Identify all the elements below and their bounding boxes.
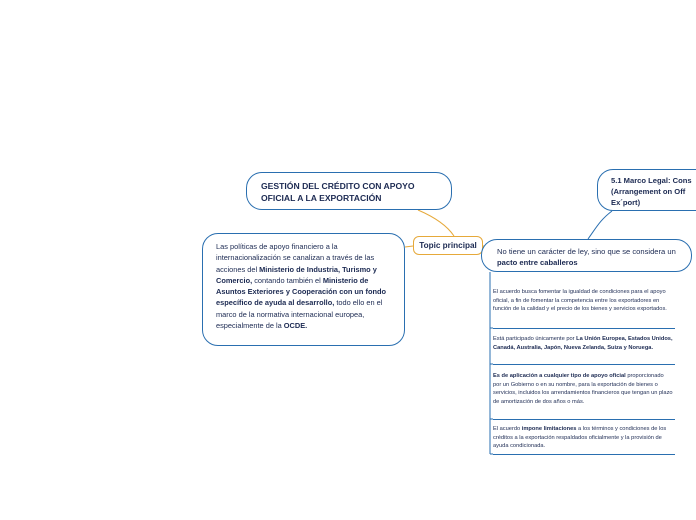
sub-node-scope[interactable] [493, 372, 673, 406]
policies-text [216, 242, 386, 330]
sub-node-underline [493, 419, 675, 420]
text-run: Está participado únicamente por [493, 336, 577, 342]
legal-framework-line: (Arrangement on Off [611, 187, 686, 196]
topic-principal-node[interactable] [413, 236, 483, 255]
bold-text-run: pacto entre caballeros [497, 258, 578, 267]
sub-node-text [493, 289, 667, 312]
central-title-node[interactable] [246, 172, 452, 210]
sub-node-underline [493, 328, 675, 329]
sub-node-objective[interactable] [493, 288, 673, 314]
text-run: El acuerdo busca fomentar la igualdad de condiciones para el apoyo oficial, a fin de fomentar la competencia entre los exportadores en función de la calidad y el precio de los bienes y servicios exportados. [493, 289, 667, 312]
bold-text-run: OCDE. [283, 321, 308, 331]
text-run: contando también el [252, 275, 323, 285]
bold-text-run: Ministerio de Industria, Turismo y Comercio, [216, 264, 377, 285]
connector-left-topic [405, 246, 413, 247]
bold-text-run: Es de aplicación a cualquier tipo de apoyo oficial [493, 373, 626, 379]
text-run: No tiene un carácter de ley, sino que se considera un [497, 247, 676, 256]
sub-node-limitations[interactable] [493, 425, 673, 451]
bold-text-run: La Unión Europea, Estados Unidos, Canadá, Australia, Japón, Nueva Zelanda, Suiza y Noruega. [493, 336, 673, 351]
nature-node[interactable] [481, 239, 692, 272]
connector-title-topic [418, 210, 454, 236]
sub-node-participants[interactable] [493, 335, 673, 352]
sub-node-text [493, 373, 673, 405]
legal-framework-node[interactable] [597, 169, 696, 211]
connector-right-legal [588, 211, 612, 239]
sub-node-text [493, 426, 666, 449]
text-run: a los términos y condiciones de los créditos a la exportación respaldados oficialmente y la provisión de ayuda condicionada. [493, 426, 667, 449]
text-run: proporcionado por un Gobierno o en su nombre, para la exportación de bienes o servicios, incluidos los arrendamientos financieros que tengan un plazo de amortización de dos años o más. [493, 373, 673, 405]
sub-node-underline [493, 454, 675, 455]
topic-principal-label: Topic principal [419, 241, 477, 250]
sub-node-underline [493, 364, 675, 365]
legal-framework-line: 5.1 Marco Legal: Cons [611, 176, 692, 185]
nature-text [497, 247, 676, 267]
text-run: Las políticas de apoyo financiero a la internacionalización se canalizan a través de las acciones del [216, 242, 375, 274]
bold-text-run: impone limitaciones [521, 426, 577, 432]
bold-text-run: Ministerio de Asuntos Exteriores y Cooperación con un fondo específico de ayuda al desarrollo, [216, 275, 387, 308]
legal-framework-line: Ex´port) [611, 198, 641, 207]
text-run: El acuerdo [493, 426, 522, 432]
central-title-text: GESTIÓN DEL CRÉDITO CON APOYO OFICIAL A LA EXPORTACIÓN [261, 181, 415, 203]
sub-node-text [493, 336, 673, 351]
text-run: todo ello en el marco de la normativa internacional europea, especialmente de la [216, 298, 383, 331]
policies-node[interactable] [202, 233, 405, 346]
